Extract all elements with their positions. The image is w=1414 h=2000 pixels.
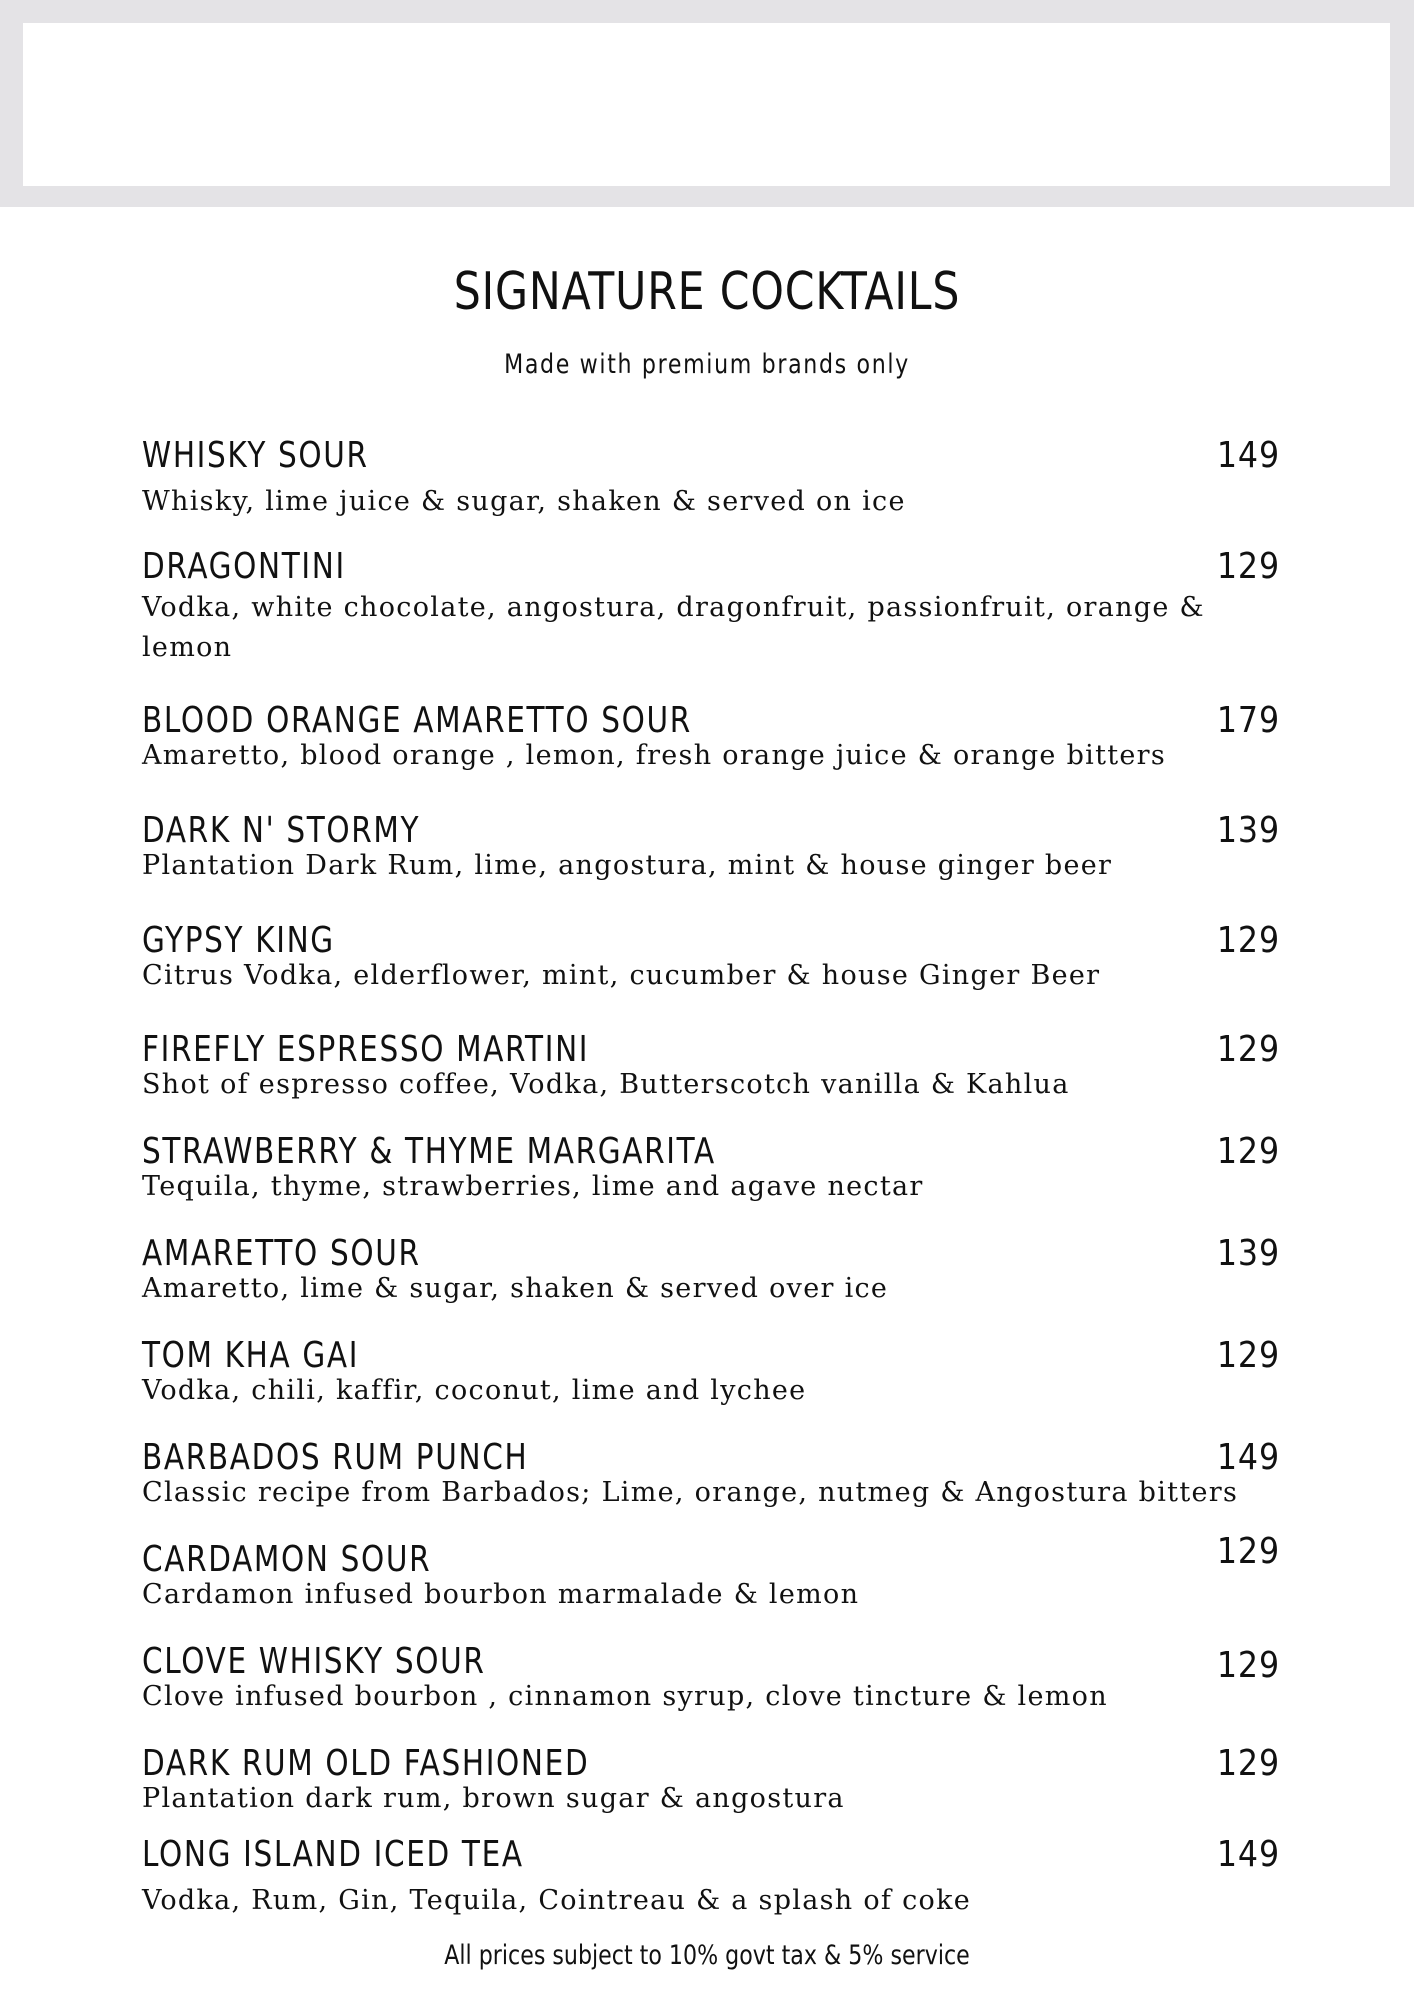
item-description: Clove infused bourbon , cinnamon syrup, clove tincture & lemon	[142, 1681, 1108, 1712]
header-band	[0, 0, 1414, 207]
item-name: DRAGONTINI	[142, 546, 346, 587]
item-price: 129	[1216, 1743, 1280, 1784]
item-description: Tequila, thyme, strawberries, lime and agave nectar	[142, 1171, 924, 1202]
header-panel	[23, 23, 1390, 186]
item-name: FIREFLY ESPRESSO MARTINI	[142, 1029, 590, 1070]
item-description: Vodka, white chocolate, angostura, dragonfruit, passionfruit, orange & lemon	[142, 592, 1205, 663]
item-price: 149	[1216, 435, 1280, 476]
item-name: DARK N' STORMY	[142, 810, 421, 851]
item-name: CARDAMON SOUR	[142, 1539, 432, 1580]
item-name: BLOOD ORANGE AMARETTO SOUR	[142, 700, 692, 741]
item-description: Classic recipe from Barbados; Lime, orange, nutmeg & Angostura bitters	[142, 1477, 1239, 1508]
item-price: 149	[1216, 1834, 1280, 1875]
item-price: 129	[1216, 1645, 1280, 1686]
item-price: 129	[1216, 1335, 1280, 1376]
menu-subtitle: Made with premium brands only	[504, 349, 910, 380]
item-description: Whisky, lime juice & sugar, shaken & served on ice	[142, 486, 906, 517]
item-price: 129	[1216, 920, 1280, 961]
menu-title: SIGNATURE COCKTAILS	[453, 262, 961, 322]
item-description: Cardamon infused bourbon marmalade & lemon	[142, 1579, 860, 1610]
item-description: Vodka, Rum, Gin, Tequila, Cointreau & a splash of coke	[142, 1885, 972, 1916]
item-name: TOM KHA GAI	[142, 1335, 360, 1376]
item-price: 129	[1216, 1531, 1280, 1572]
item-description: Amaretto, lime & sugar, shaken & served over ice	[142, 1273, 889, 1304]
item-price: 139	[1216, 1233, 1280, 1274]
item-name: STRAWBERRY & THYME MARGARITA	[142, 1131, 716, 1172]
item-name: GYPSY KING	[142, 920, 335, 961]
item-description: Plantation Dark Rum, lime, angostura, mint & house ginger beer	[142, 850, 1113, 881]
footer-tax-note: All prices subject to 10% govt tax & 5% service	[444, 1940, 970, 1971]
item-name: BARBADOS RUM PUNCH	[142, 1437, 529, 1478]
item-name: AMARETTO SOUR	[142, 1233, 421, 1274]
item-name: WHISKY SOUR	[142, 435, 369, 476]
item-name: LONG ISLAND ICED TEA	[142, 1834, 524, 1875]
item-price: 139	[1216, 810, 1280, 851]
item-description: Vodka, chili, kaffir, coconut, lime and lychee	[142, 1375, 807, 1406]
item-price: 129	[1216, 1131, 1280, 1172]
item-price: 149	[1216, 1437, 1280, 1478]
item-name: CLOVE WHISKY SOUR	[142, 1641, 486, 1682]
item-name: DARK RUM OLD FASHIONED	[142, 1743, 590, 1784]
item-price: 179	[1216, 700, 1280, 741]
item-price: 129	[1216, 546, 1280, 587]
item-description: Shot of espresso coffee, Vodka, Butterscotch vanilla & Kahlua	[142, 1069, 1070, 1100]
item-description: Amaretto, blood orange , lemon, fresh orange juice & orange bitters	[142, 740, 1167, 771]
item-description: Citrus Vodka, elderflower, mint, cucumber & house Ginger Beer	[142, 960, 1101, 991]
item-price: 129	[1216, 1029, 1280, 1070]
item-description: Plantation dark rum, brown sugar & angostura	[142, 1783, 845, 1814]
